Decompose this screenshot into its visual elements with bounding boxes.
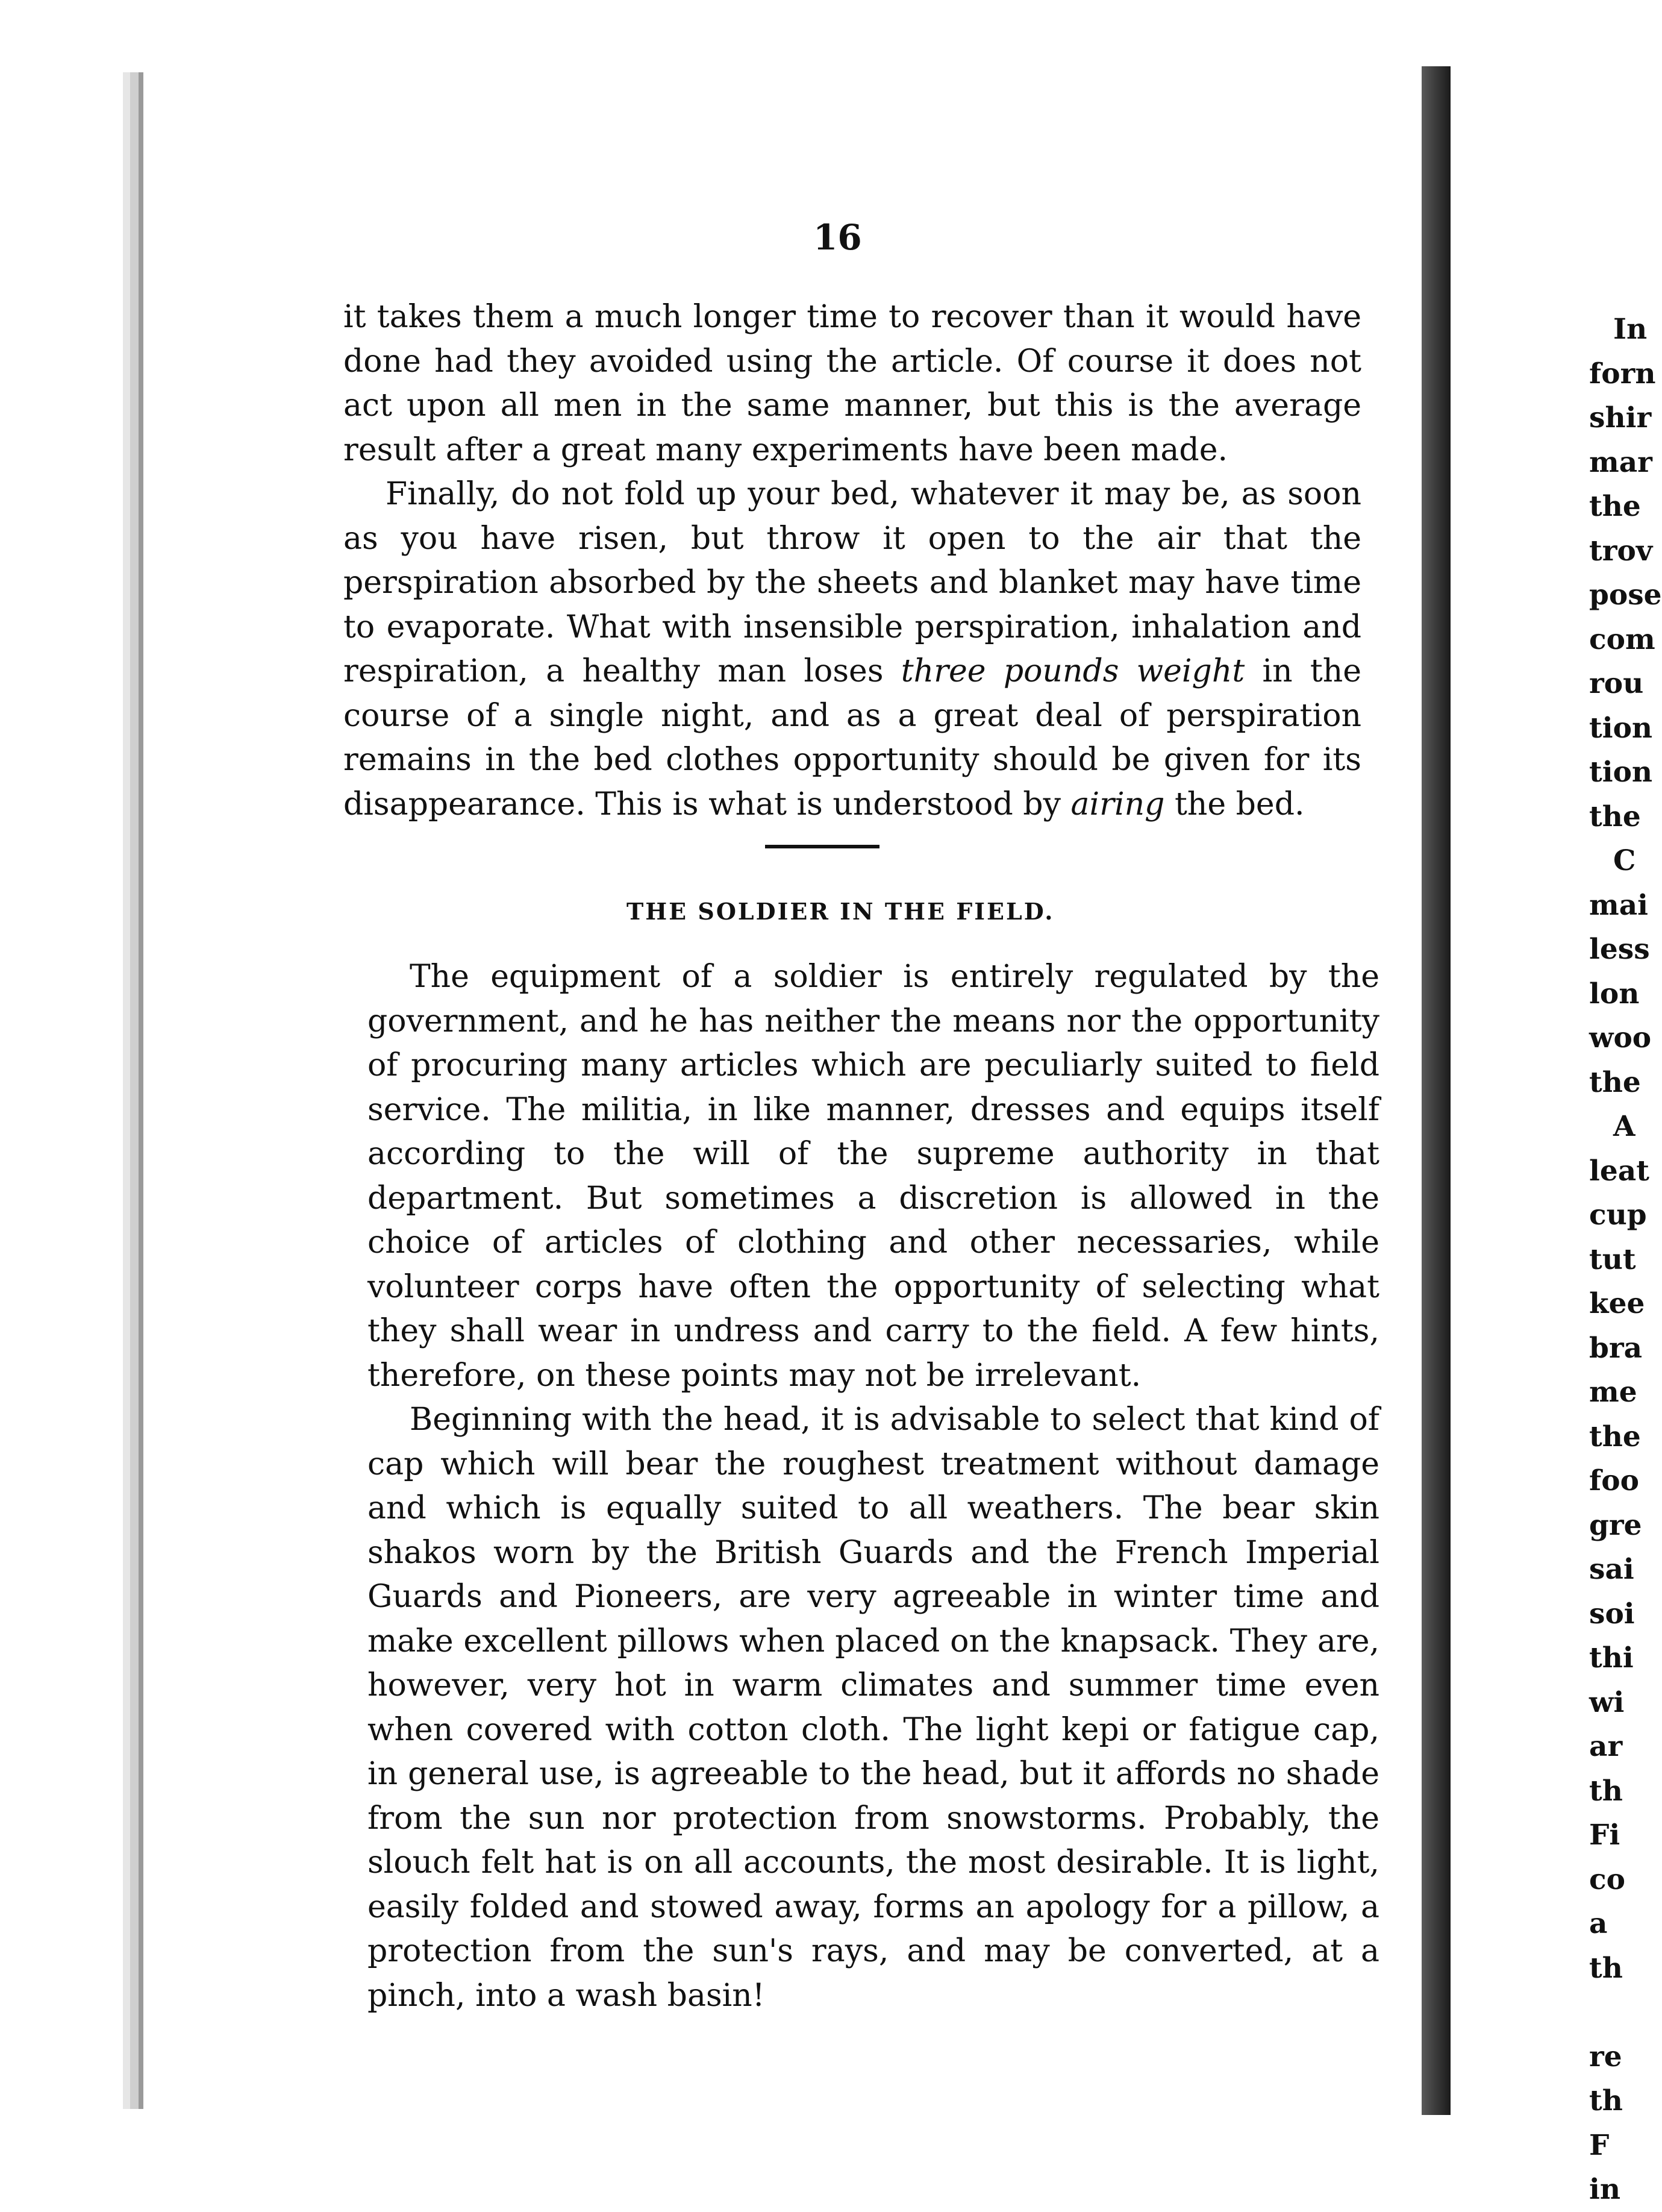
facing-page-fragment: ar <box>1589 1730 1623 1763</box>
facing-page-fragment: tion <box>1589 711 1653 745</box>
facing-page-fragment: Fi <box>1589 1819 1620 1852</box>
paragraph <box>367 955 1379 1398</box>
facing-page-fragment: cup <box>1589 1198 1647 1232</box>
facing-page-fragment: pose <box>1589 578 1662 612</box>
facing-page-fragment: forn <box>1589 357 1656 390</box>
facing-page-fragment: th <box>1589 2084 1623 2117</box>
page-number: 16 <box>813 217 862 258</box>
facing-page-fragment: wi <box>1589 1685 1625 1719</box>
facing-page-fragment: leat <box>1589 1154 1649 1188</box>
facing-page-fragment: In <box>1613 313 1648 346</box>
facing-page-fragment: th <box>1589 1774 1623 1808</box>
text-run: it takes them a much longer time to recover than it would have done had they avoided using the article. Of course it does not act upon all men in the same manner, but this is the average result after a great many experiments have been made. <box>343 299 1361 468</box>
facing-page-fragment: lon <box>1589 977 1640 1010</box>
facing-page-fragment: mai <box>1589 888 1649 922</box>
facing-page-fragment: the <box>1589 490 1641 523</box>
facing-page-fragment: th <box>1589 1951 1623 1985</box>
facing-page-fragment: rou <box>1589 667 1644 700</box>
book-spine-shadow <box>1422 66 1451 2115</box>
facing-page-fragment: F <box>1589 2128 1610 2162</box>
facing-page-fragment: re <box>1589 2040 1622 2073</box>
facing-page-fragment: tion <box>1589 756 1653 789</box>
paragraph <box>367 1398 1379 2018</box>
text-run: in the course of a single night, and as a great deal of perspiration remains in the bed clothes opportunity should be given for its disappearance. This is what is understood by <box>343 653 1362 822</box>
section-divider <box>765 845 879 848</box>
facing-page-fragment: the <box>1589 800 1641 833</box>
facing-page-fragment: C <box>1613 844 1636 877</box>
text-run: Finally, do not fold up your bed, whatever it may be, as soon as you have risen, but throw it open to the air that the perspiration absorbed by the sheets and blanket may have time to evaporate. What with insensible perspiration, inhalation and respiration, a healthy man loses <box>343 476 1361 689</box>
facing-page-fragment: mar <box>1589 445 1652 479</box>
facing-page-fragment: the <box>1589 1420 1641 1453</box>
facing-page-fragment: me <box>1589 1376 1637 1409</box>
italic-text: airing <box>1070 786 1165 822</box>
facing-page-fragment: tut <box>1589 1242 1636 1276</box>
text-run: Beginning with the head, it is advisable to select that kind of cap which will bear the roughest treatment without damage and which is equally suited to all weathers. The bear skin shakos worn by the British Guards and the French Imperial Guards and Pioneers, are very agreeable in winter time and make excellent pillows when placed on the knapsack. They are, however, very hot in warm climates and summer time even when covered with cotton cloth. The light kepi or fatigue cap, in general use, is agreeable to the head, but it affords no shade from the sun nor protection from snowstorms. Probably, the slouch felt hat is on all accounts, the most desirable. It is light, easily folded and stowed away, forms an apology for a pillow, a protection from the sun's rays, and may be converted, at a pinch, into a wash basin! <box>367 1402 1379 2014</box>
facing-page-fragment: trov <box>1589 534 1653 568</box>
text-block-top <box>343 295 1361 827</box>
paragraph <box>343 472 1361 827</box>
italic-text: three pounds weight <box>901 653 1245 689</box>
facing-page-fragment: co <box>1589 1863 1625 1896</box>
facing-page-fragment: gre <box>1589 1508 1642 1542</box>
facing-page-fragment: kee <box>1589 1287 1645 1320</box>
facing-page-fragment: A <box>1613 1110 1635 1143</box>
section-heading: THE SOLDIER IN THE FIELD. <box>626 898 1055 925</box>
facing-page-fragment: the <box>1589 1065 1641 1099</box>
text-run: the bed. <box>1164 786 1305 822</box>
text-run: The equipment of a soldier is entirely regulated by the government, and he has neither the means nor the opportunity of procuring many articles which are peculiarly suited to field service. The militia, in like manner, dresses and equips itself according to the will of the supreme authority in that department. But sometimes a discretion is allowed in the choice of articles of clothing and other necessaries, while volunteer corps have often the opportunity of selecting what they shall wear in undress and carry to the field. A few hints, therefore, on these points may not be irrelevant. <box>367 959 1379 1394</box>
facing-page-fragment: foo <box>1589 1464 1639 1497</box>
facing-page-fragment: shir <box>1589 401 1652 434</box>
facing-page-fragment: thi <box>1589 1641 1634 1675</box>
text-block-bottom <box>367 955 1379 2018</box>
facing-page <box>1451 66 1662 2206</box>
facing-page-fragment: sai <box>1589 1553 1634 1586</box>
facing-page-fragment: less <box>1589 933 1650 966</box>
facing-page-fragment: soi <box>1589 1597 1635 1631</box>
facing-page-fragment: bra <box>1589 1331 1643 1365</box>
facing-page-fragment: woo <box>1589 1021 1652 1054</box>
facing-page-fragment: a <box>1589 1907 1608 1940</box>
facing-page-fragment: in <box>1589 2173 1621 2206</box>
facing-page-fragment: com <box>1589 622 1655 656</box>
paragraph <box>343 295 1361 472</box>
